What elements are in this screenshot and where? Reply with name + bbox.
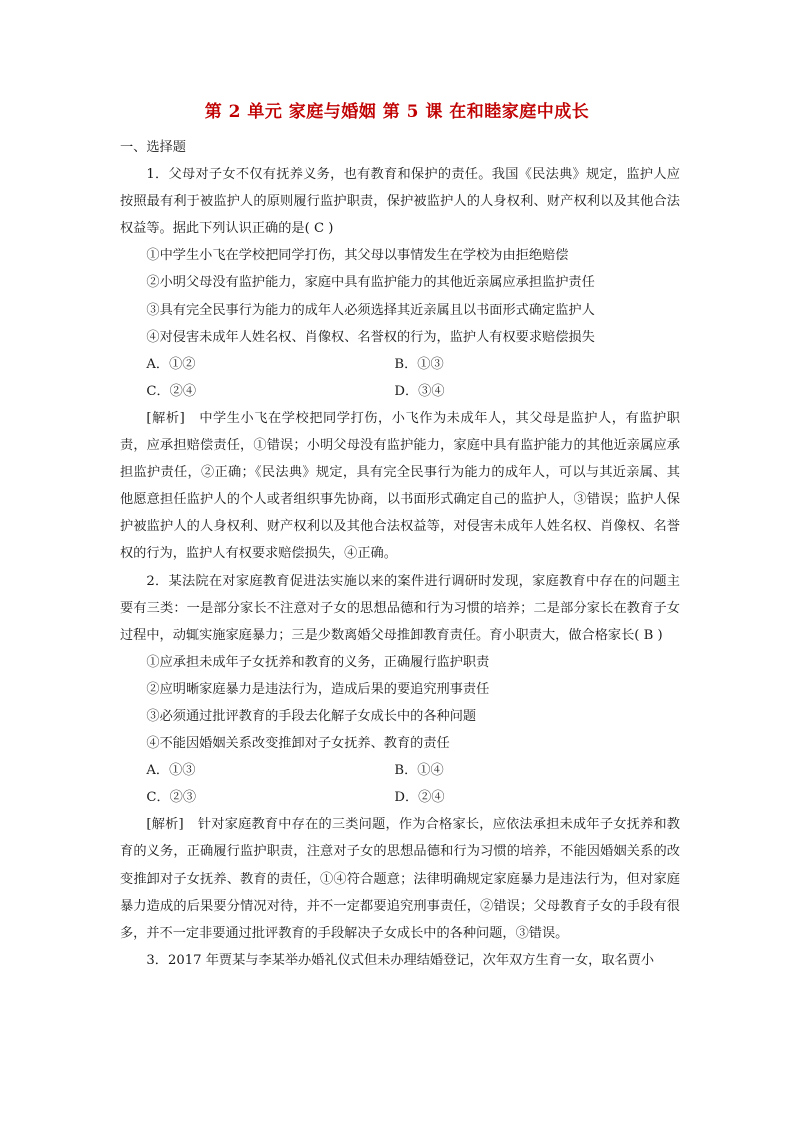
choice-b: B．①③ <box>394 356 444 372</box>
question-1-choices-row-1 <box>120 351 680 378</box>
question-2-item-2: ②应明晰家庭暴力是违法行为，造成后果的要追究刑事责任 <box>146 681 490 697</box>
question-2-stem: 2．某法院在对家庭教育促进法实施以来的案件进行调研时发现，家庭教育中存在的问题主要有三类：一是部分家长不注意对子女的思想品德和行为习惯的培养；二是部分家长在教育子女过程中，动辄实施家庭暴力；三是少数离婚父母推卸教育责任。育小职责大，做合格家长( B ) <box>120 573 680 643</box>
question-2-item-1: ①应承担未成年子女抚养和教育的义务，正确履行监护职责 <box>146 654 490 670</box>
analysis-label: [解析] <box>146 817 184 833</box>
choice-d: D．③④ <box>394 383 445 399</box>
question-1-item-4: ④对侵害未成年人姓名权、肖像权、名誉权的行为，监护人有权要求赔偿损失 <box>146 329 595 345</box>
page-title: 第 2 单元 家庭与婚姻 第 5 课 在和睦家庭中成长 <box>204 102 590 122</box>
question-3-stem: 3．2017 年贾某与李某举办婚礼仪式但未办理结婚登记，次年双方生育一女，取名贾小 <box>146 952 655 968</box>
question-1-item-1: ①中学生小飞在学校把同学打伤，其父母以事情发生在学校为由拒绝赔偿 <box>146 248 569 264</box>
choice-a: A．①② <box>146 356 196 372</box>
choice-d: D．②④ <box>394 790 445 806</box>
question-1-item-2: ②小明父母没有监护能力，家庭中具有监护能力的其他近亲属应承担监护责任 <box>146 275 595 291</box>
document-body <box>120 134 680 974</box>
question-2-analysis <box>120 811 680 946</box>
section-heading: 一、选择题 <box>120 140 186 155</box>
choice-c: C．②③ <box>146 790 197 806</box>
question-2-choices-row-2 <box>120 784 680 811</box>
analysis-text: 中学生小飞在学校把同学打伤，小飞作为未成年人，其父母是监护人，有监护职责，应承担赔偿责任，①错误；小明父母没有监护能力，家庭中具有监护能力的其他近亲属应承担监护责任，②正确；《民法典》规定，具有完全民事行为能力的成年人，可以与其近亲属、其他愿意担任监护人的个人或者组织事先协商，以书面形式确定自己的监护人，③错误；监护人保护被监护人的人身权利、财产权利以及其他合法权益等，对侵害未成年人姓名权、肖像权、名誉权的行为，监护人有权要求赔偿损失，④正确。 <box>120 410 680 562</box>
question-1-choices-row-2 <box>120 378 680 405</box>
question-2-choices-row-1 <box>120 757 680 784</box>
choice-c: C．②④ <box>146 383 197 399</box>
analysis-text: 针对家庭教育中存在的三类问题，作为合格家长，应依法承担未成年子女抚养和教育的义务，正确履行监护职责，注意对子女的思想品德和行为习惯的培养，不能因婚姻关系的改变推卸对子女抚养、教育的责任，①④符合题意；法律明确规定家庭暴力是违法行为，但对家庭暴力造成的后果要分情况对待，并不一定都要追究刑事责任，②错误；父母教育子女的手段有很多，并不一定非要通过批评教育的手段解决子女成长中的各种问题，③错误。 <box>120 817 680 941</box>
question-1-item-3: ③具有完全民事行为能力的成年人必须选择其近亲属且以书面形式确定监护人 <box>146 302 595 318</box>
question-2-item-4: ④不能因婚姻关系改变推卸对子女抚养、教育的责任 <box>146 736 450 752</box>
question-2-item-3: ③必须通过批评教育的手段去化解子女成长中的各种问题 <box>146 708 477 724</box>
question-1-stem: 1．父母对子女不仅有抚养义务，也有教育和保护的责任。我国《民法典》规定，监护人应按照最有利于被监护人的原则履行监护职责，保护被监护人的人身权利、财产权利以及其他合法权益等。据此下列认识正确的是( C ) <box>120 167 680 237</box>
choice-b: B．①④ <box>394 763 444 779</box>
analysis-label: [解析] <box>146 410 185 426</box>
choice-a: A．①③ <box>146 763 196 779</box>
question-1-analysis <box>120 405 680 568</box>
